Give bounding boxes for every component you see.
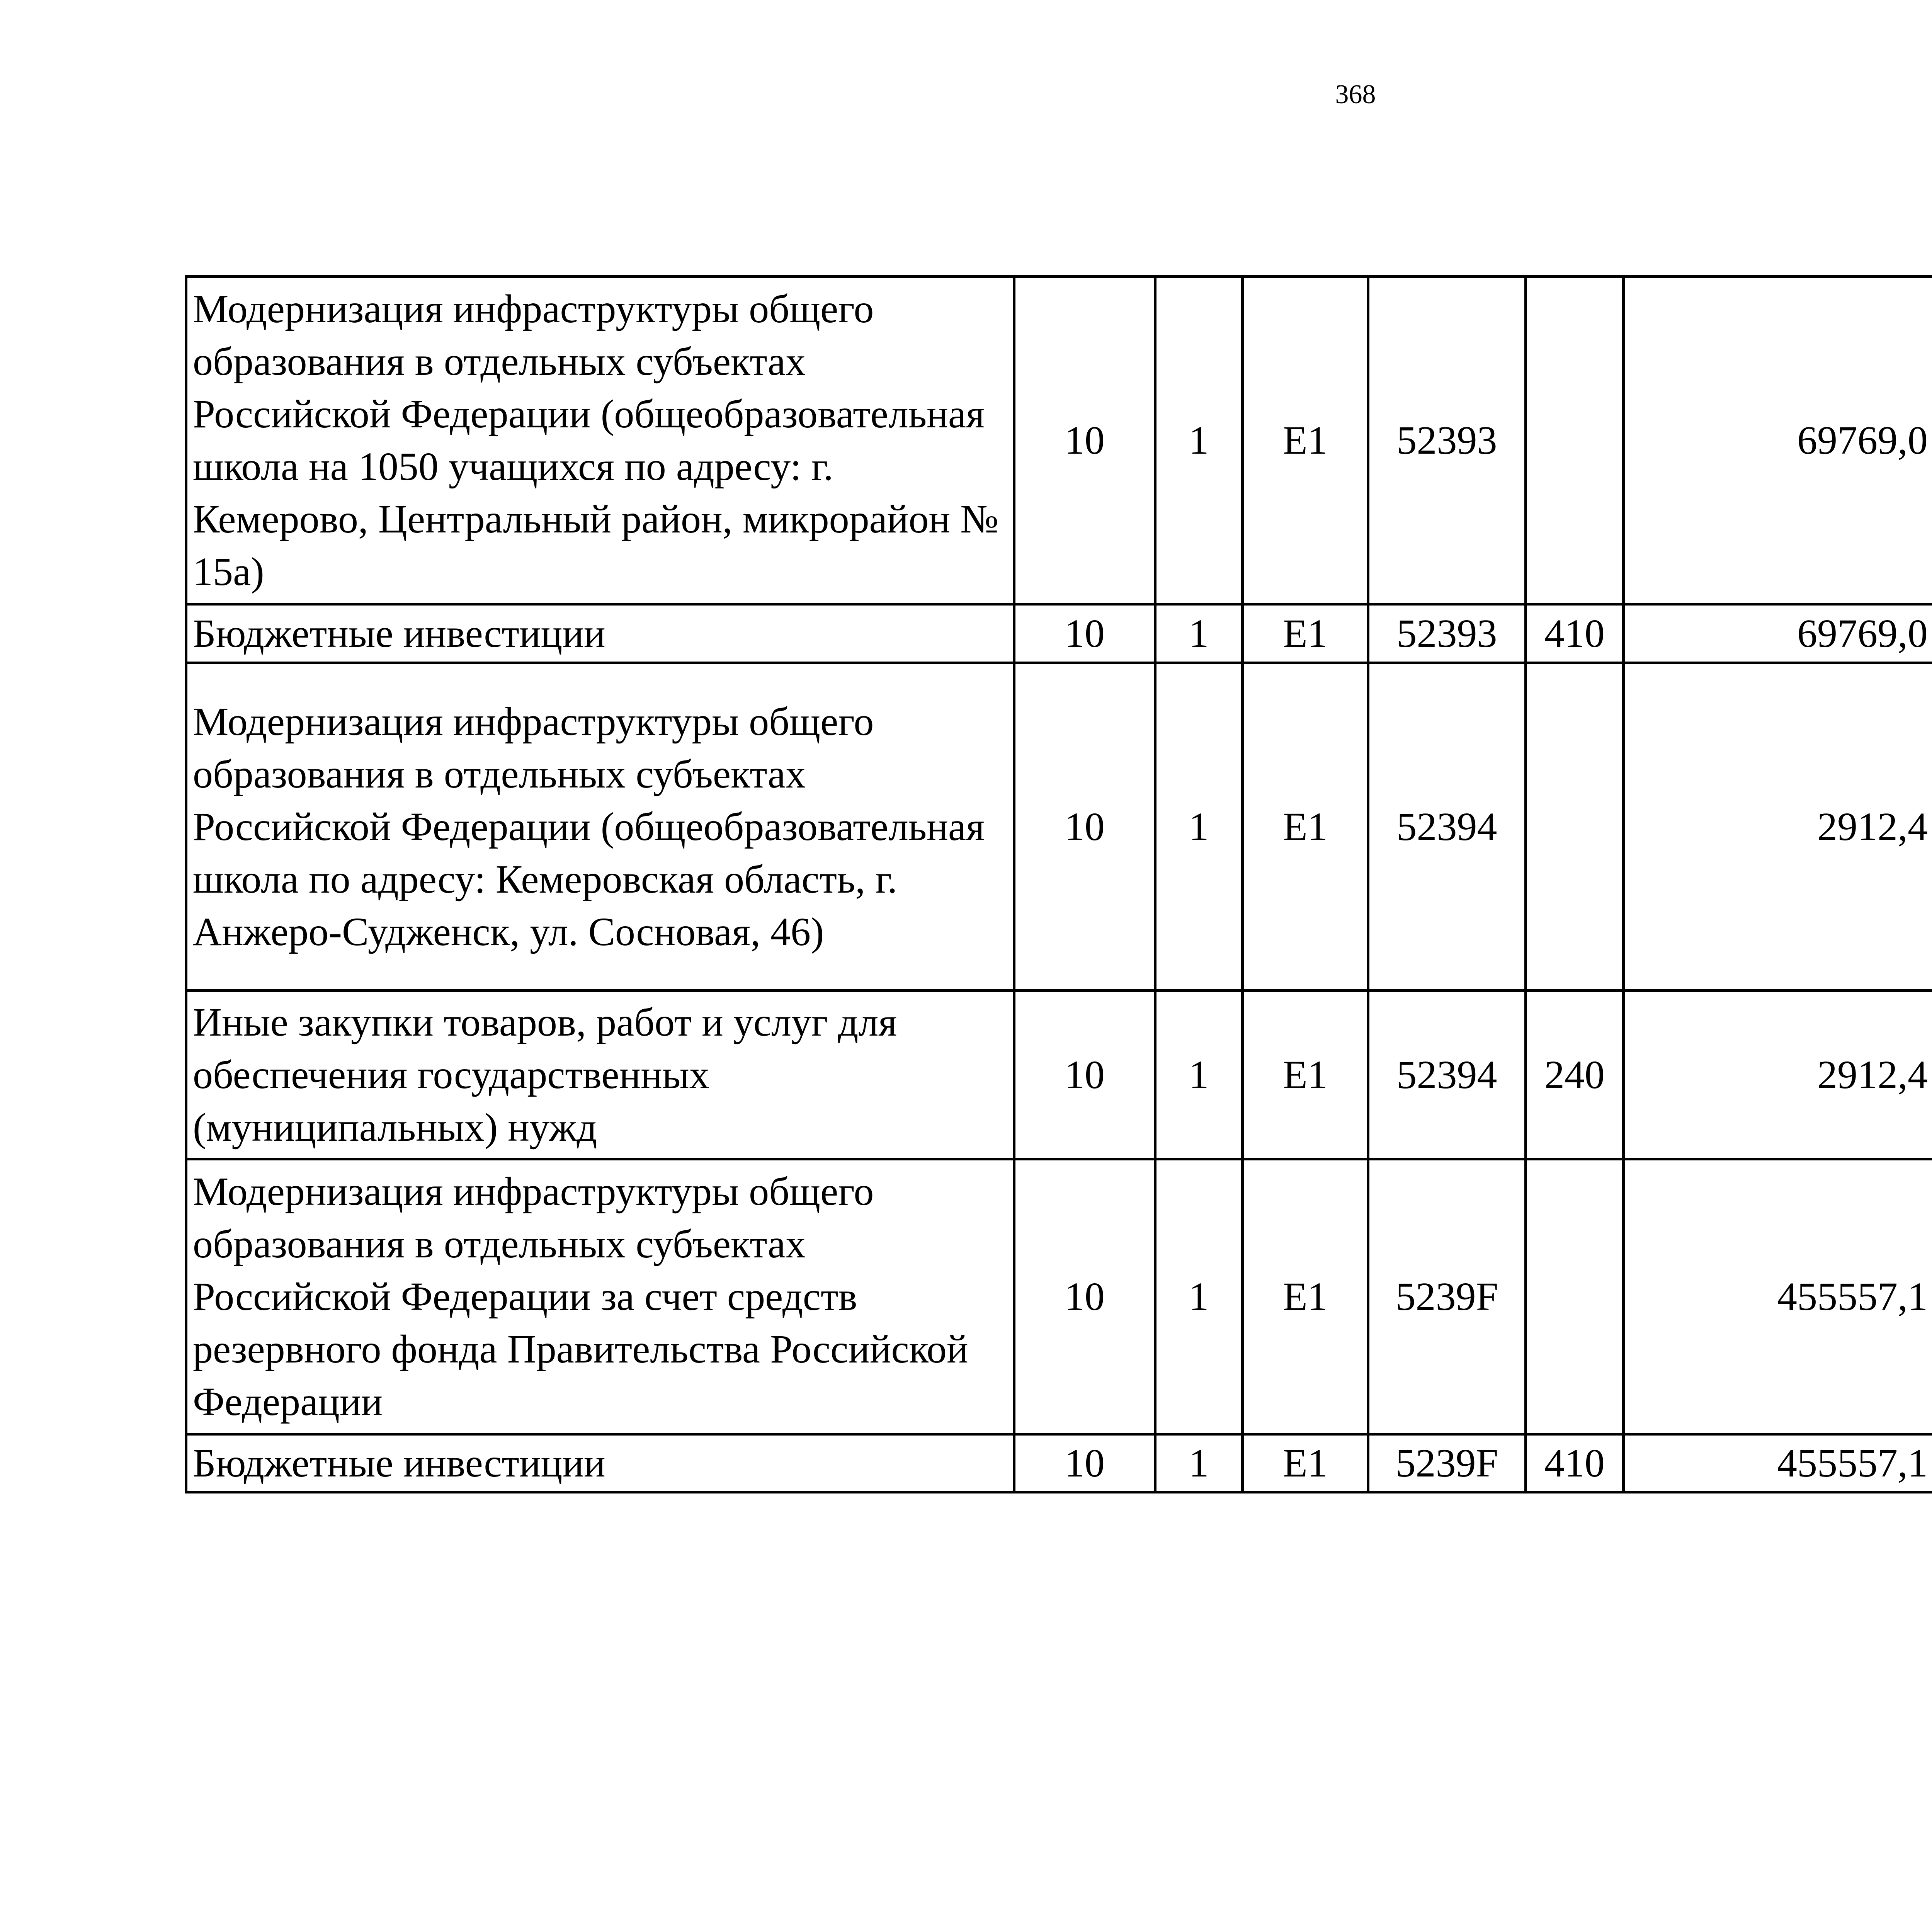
expense-type-code <box>1526 1159 1624 1434</box>
expense-type-code: 410 <box>1526 604 1624 663</box>
section-code: 10 <box>1014 277 1155 604</box>
table-row <box>186 604 1932 663</box>
program-code: E1 <box>1243 604 1368 663</box>
target-code: 52393 <box>1368 277 1526 604</box>
amount: 455557,1 <box>1624 1434 1932 1492</box>
program-code: E1 <box>1243 1434 1368 1492</box>
amount: 69769,0 <box>1624 604 1932 663</box>
program-code: E1 <box>1243 991 1368 1159</box>
subsection-code: 1 <box>1155 277 1243 604</box>
row-name: Модернизация инфраструктуры общего образования в отдельных субъектах Российской Федерации за счет средств резервного фонда Правительства Российской Федерации <box>186 1159 1014 1434</box>
amount: 2912,4 <box>1624 991 1932 1159</box>
row-name: Бюджетные инвестиции <box>186 1434 1014 1492</box>
expense-type-code <box>1526 277 1624 604</box>
section-code: 10 <box>1014 663 1155 991</box>
table-row <box>186 1434 1932 1492</box>
section-code: 10 <box>1014 991 1155 1159</box>
amount: 69769,0 <box>1624 277 1932 604</box>
table-row <box>186 663 1932 991</box>
subsection-code: 1 <box>1155 991 1243 1159</box>
target-code: 5239F <box>1368 1434 1526 1492</box>
section-code: 10 <box>1014 1159 1155 1434</box>
row-name: Бюджетные инвестиции <box>186 604 1014 663</box>
budget-table <box>185 275 1932 1493</box>
subsection-code: 1 <box>1155 663 1243 991</box>
row-name: Иные закупки товаров, работ и услуг для обеспечения государственных (муниципальных) нужд <box>186 991 1014 1159</box>
subsection-code: 1 <box>1155 604 1243 663</box>
target-code: 52393 <box>1368 604 1526 663</box>
table-row <box>186 1159 1932 1434</box>
row-name: Модернизация инфраструктуры общего образования в отдельных субъектах Российской Федерации (общеобразовательная школа на 1050 учащихся по адресу: г. Кемерово, Центральный район, микрорайон № 15а) <box>186 277 1014 604</box>
table-row <box>186 991 1932 1159</box>
expense-type-code <box>1526 663 1624 991</box>
row-name: Модернизация инфраструктуры общего образования в отдельных субъектах Российской Федерации (общеобразовательная школа по адресу: Кемеровская область, г. Анжеро-Судженск, ул. Сосновая, 46) <box>186 663 1014 991</box>
target-code: 5239F <box>1368 1159 1526 1434</box>
target-code: 52394 <box>1368 663 1526 991</box>
expense-type-code: 240 <box>1526 991 1624 1159</box>
program-code: E1 <box>1243 663 1368 991</box>
page-number: 368 <box>1335 80 1376 109</box>
amount: 2912,4 <box>1624 663 1932 991</box>
table-row <box>186 277 1932 604</box>
target-code: 52394 <box>1368 991 1526 1159</box>
program-code: E1 <box>1243 1159 1368 1434</box>
section-code: 10 <box>1014 604 1155 663</box>
amount: 455557,1 <box>1624 1159 1932 1434</box>
expense-type-code: 410 <box>1526 1434 1624 1492</box>
section-code: 10 <box>1014 1434 1155 1492</box>
subsection-code: 1 <box>1155 1159 1243 1434</box>
subsection-code: 1 <box>1155 1434 1243 1492</box>
program-code: E1 <box>1243 277 1368 604</box>
